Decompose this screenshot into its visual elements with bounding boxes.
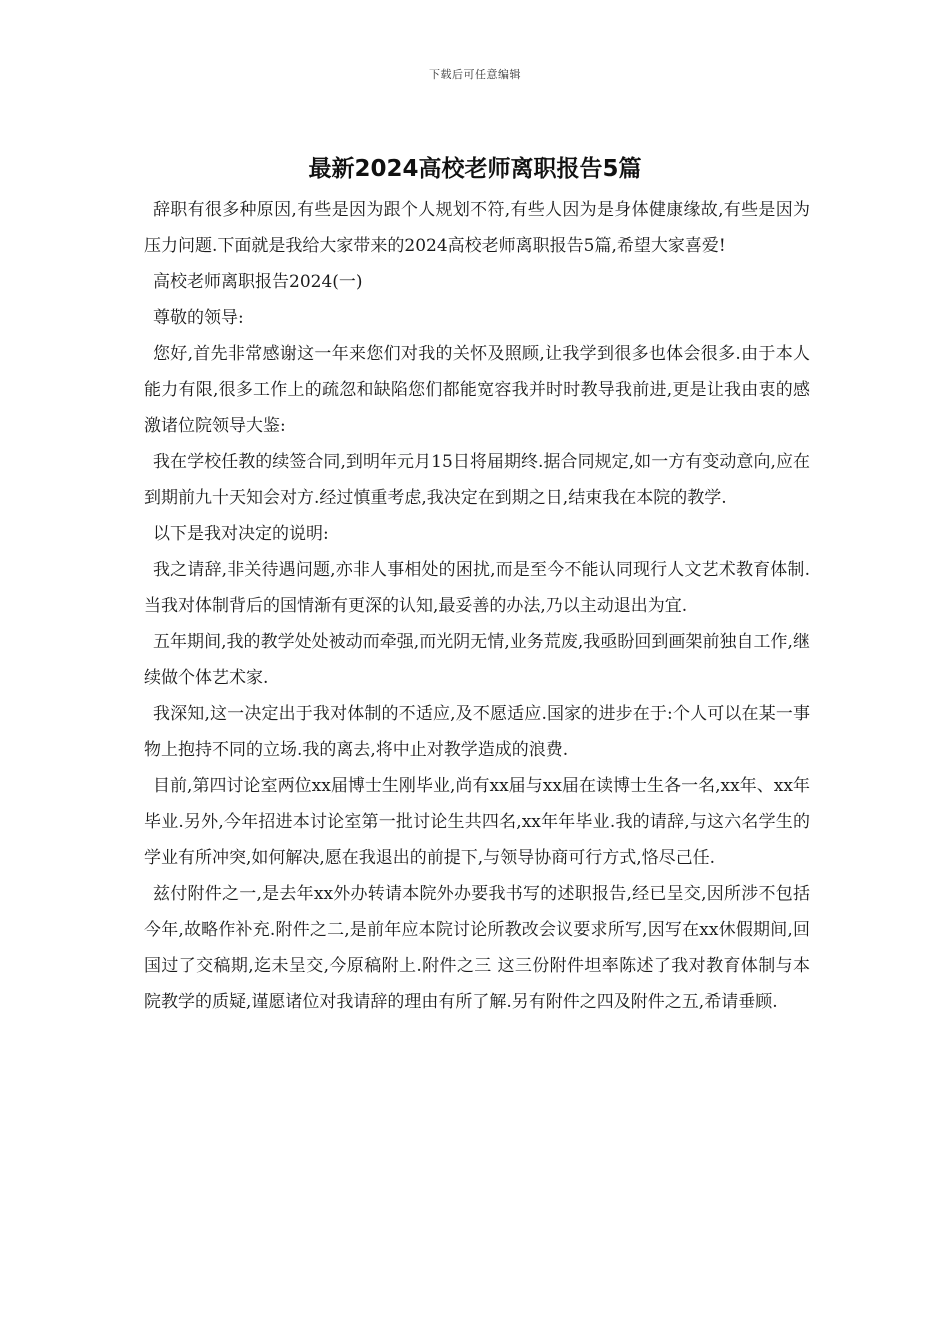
body-paragraph: 我之请辞,非关待遇问题,亦非人事相处的困扰,而是至今不能认同现行人文艺术教育体制.当我对体制背后的国情渐有更深的认知,最妥善的办法,乃以主动退出为宜. [144,560,810,616]
section-heading: 高校老师离职报告2024(一) [153,272,363,292]
document-body [144,192,810,1020]
body-paragraph: 目前,第四讨论室两位xx届博士生刚毕业,尚有xx届与xx届在读博士生各一名,xx年、xx年毕业.另外,今年招进本讨论室第一批讨论生共四名,xx年年毕业.我的请辞,与这六名学生的学业有所冲突,如何解决,愿在我退出的前提下,与领导协商可行方式,恪尽己任. [144,776,810,868]
page-header-note: 下载后可任意编辑 [429,68,521,81]
body-paragraph: 我深知,这一决定出于我对体制的不适应,及不愿适应.国家的进步在于:个人可以在某一事物上抱持不同的立场.我的离去,将中止对教学造成的浪费. [144,704,810,760]
document-title: 最新2024高校老师离职报告5篇 [308,156,642,182]
body-paragraph: 以下是我对决定的说明: [153,524,329,544]
body-paragraph: 兹付附件之一,是去年xx外办转请本院外办要我书写的述职报告,经已呈交,因所涉不包括今年,故略作补充.附件之二,是前年应本院讨论所教改会议要求所写,因写在xx休假期间,回国过了交稿期,迄未呈交,今原稿附上.附件之三 这三份附件坦率陈述了我对教育体制与本院教学的质疑,谨愿诸位对我请辞的理由有所了解.另有附件之四及附件之五,希请垂顾. [144,884,810,1012]
intro-paragraph: 辞职有很多种原因,有些是因为跟个人规划不符,有些人因为是身体健康缘故,有些是因为压力问题.下面就是我给大家带来的2024高校老师离职报告5篇,希望大家喜爱! [144,200,810,256]
body-paragraph: 我在学校任教的续签合同,到明年元月15日将届期终.据合同规定,如一方有变动意向,应在到期前九十天知会对方.经过慎重考虑,我决定在到期之日,结束我在本院的教学. [144,452,810,508]
body-paragraph: 您好,首先非常感谢这一年来您们对我的关怀及照顾,让我学到很多也体会很多.由于本人能力有限,很多工作上的疏忽和缺陷您们都能宽容我并时时教导我前进,更是让我由衷的感激诸位院领导大鉴: [144,344,810,436]
body-paragraph: 五年期间,我的教学处处被动而牵强,而光阴无情,业务荒废,我亟盼回到画架前独自工作,继续做个体艺术家. [144,632,810,688]
salutation: 尊敬的领导: [153,308,244,328]
